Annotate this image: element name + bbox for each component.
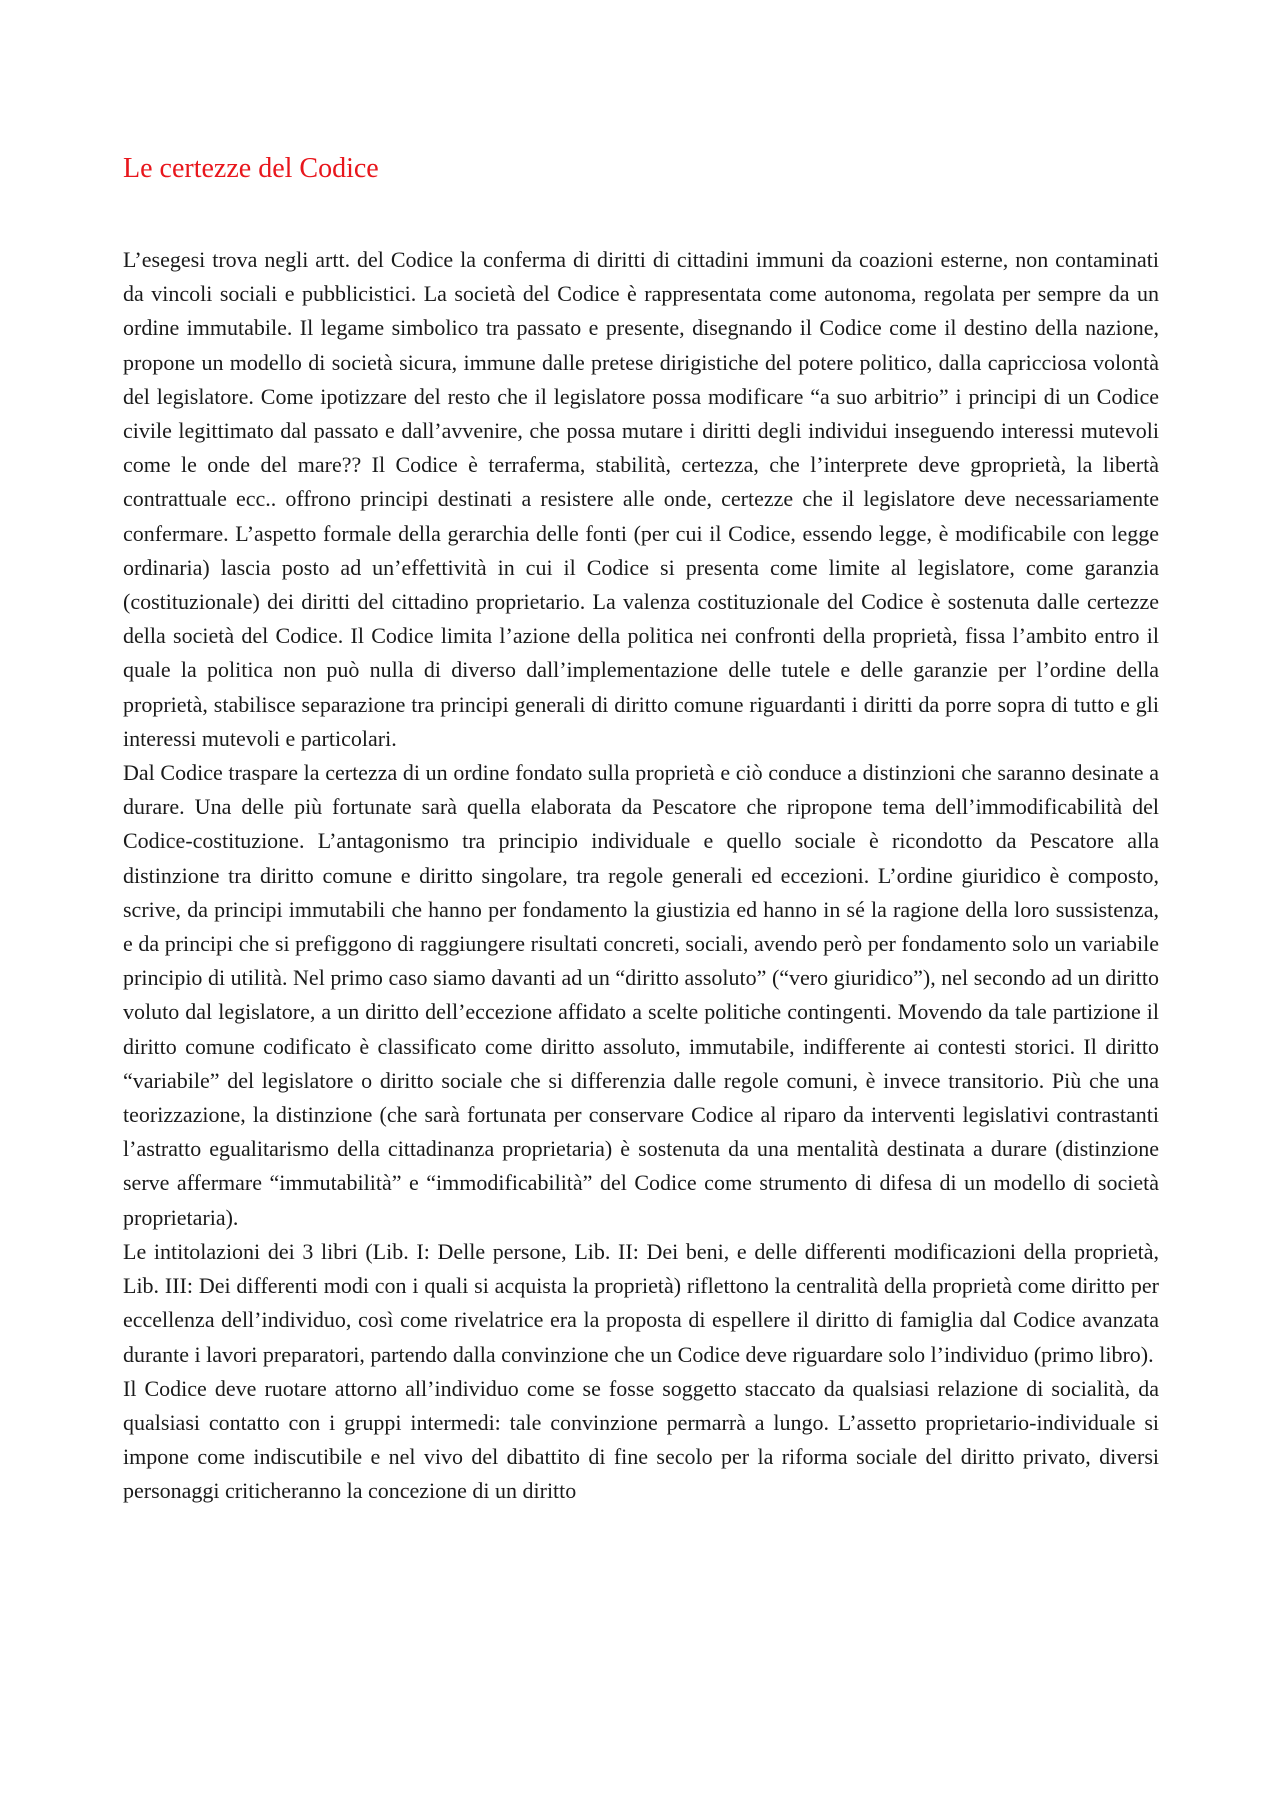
- paragraph-3: Le intitolazioni dei 3 libri (Lib. I: Delle persone, Lib. II: Dei beni, e delle differenti modificazioni della proprietà, Lib. III: Dei differenti modi con i quali si acquista la proprietà) riflettono la centralità della proprietà come diritto per eccellenza dell’individuo, così come rivelatrice era la proposta di espellere il diritto di famiglia dal Codice avanzata durante i lavori preparatori, partendo dalla convinzione che un Codice deve riguardare solo l’individuo (primo libro).: [123, 1238, 1159, 1367]
- paragraph-1: L’esegesi trova negli artt. del Codice la conferma di diritti di cittadini immuni da coazioni esterne, non contaminati da vincoli sociali e pubblicistici. La società del Codice è rappresentata come autonoma, regolata per sempre da un ordine immutabile. Il legame simbolico tra passato e presente, disegnando il Codice come il destino della nazione, propone un modello di società sicura, immune dalle pretese dirigistiche del potere politico, dalla capricciosa volontà del legislatore. Come ipotizzare del resto che il legislatore possa modificare “a suo arbitrio” i principi di un Codice civile legittimato dal passato e dall’avvenire, che possa mutare i diritti degli individui inseguendo interessi mutevoli come le onde del mare?? Il Codice è terraferma, stabilità, certezza, che l’interprete deve gproprietà, la libertà contrattuale ecc.. offrono principi destinati a resistere alle onde, certezze che il legislatore deve necessariamente confermare. L’aspetto formale della gerarchia delle fonti (per cui il Codice, essendo legge, è modificabile con legge ordinaria) lascia posto ad un’effettività in cui il Codice si presenta come limite al legislatore, come garanzia (costituzionale) dei diritti del cittadino proprietario. La valenza costituzionale del Codice è sostenuta dalle certezze della società del Codice. Il Codice limita l’azione della politica nei confronti della proprietà, fissa l’ambito entro il quale la politica non può nulla di diverso dall’implementazione delle tutele e delle garanzie per l’ordine della proprietà, stabilisce separazione tra principi generali di diritto comune riguardanti i diritti da porre sopra di tutto e gli interessi mutevoli e particolari.: [123, 247, 1159, 751]
- page-title: Le certezze del Codice: [123, 153, 379, 184]
- paragraph-2: Dal Codice traspare la certezza di un ordine fondato sulla proprietà e ciò conduce a distinzioni che saranno desinate a durare. Una delle più fortunate sarà quella elaborata da Pescatore che ripropone tema dell’immodificabilità del Codice-costituzione. L’antagonismo tra principio individuale e quello sociale è ricondotto da Pescatore alla distinzione tra diritto comune e diritto singolare, tra regole generali ed eccezioni. L’ordine giuridico è composto, scrive, da principi immutabili che hanno per fondamento la giustizia ed hanno in sé la ragione della loro sussistenza, e da principi che si prefiggono di raggiungere risultati concreti, sociali, avendo però per fondamento solo un variabile principio di utilità. Nel primo caso siamo davanti ad un “diritto assoluto” (“vero giuridico”), nel secondo ad un diritto voluto dal legislatore, a un diritto dell’eccezione affidato a scelte politiche contingenti. Movendo da tale partizione il diritto comune codificato è classificato come diritto assoluto, immutabile, indifferente ai contesti storici. Il diritto “variabile” del legislatore o diritto sociale che si differenzia dalle regole comuni, è invece transitorio. Più che una teorizzazione, la distinzione (che sarà fortunata per conservare Codice al riparo da interventi legislativi contrastanti l’astratto egualitarismo della cittadinanza proprietaria) è sostenuta da una mentalità destinata a durare (distinzione serve affermare “immutabilità” e “immodificabilità” del Codice come strumento di difesa di un modello di società proprietaria).: [123, 760, 1159, 1230]
- document-body: [123, 243, 1159, 1509]
- paragraph-4: Il Codice deve ruotare attorno all’individuo come se fosse soggetto staccato da qualsiasi relazione di socialità, da qualsiasi contatto con i gruppi intermedi: tale convinzione permarrà a lungo. L’assetto proprietario-individuale si impone come indiscutibile e nel vivo del dibattito di fine secolo per la riforma sociale del diritto privato, diversi personaggi criticheranno la concezione di un diritto: [123, 1375, 1159, 1504]
